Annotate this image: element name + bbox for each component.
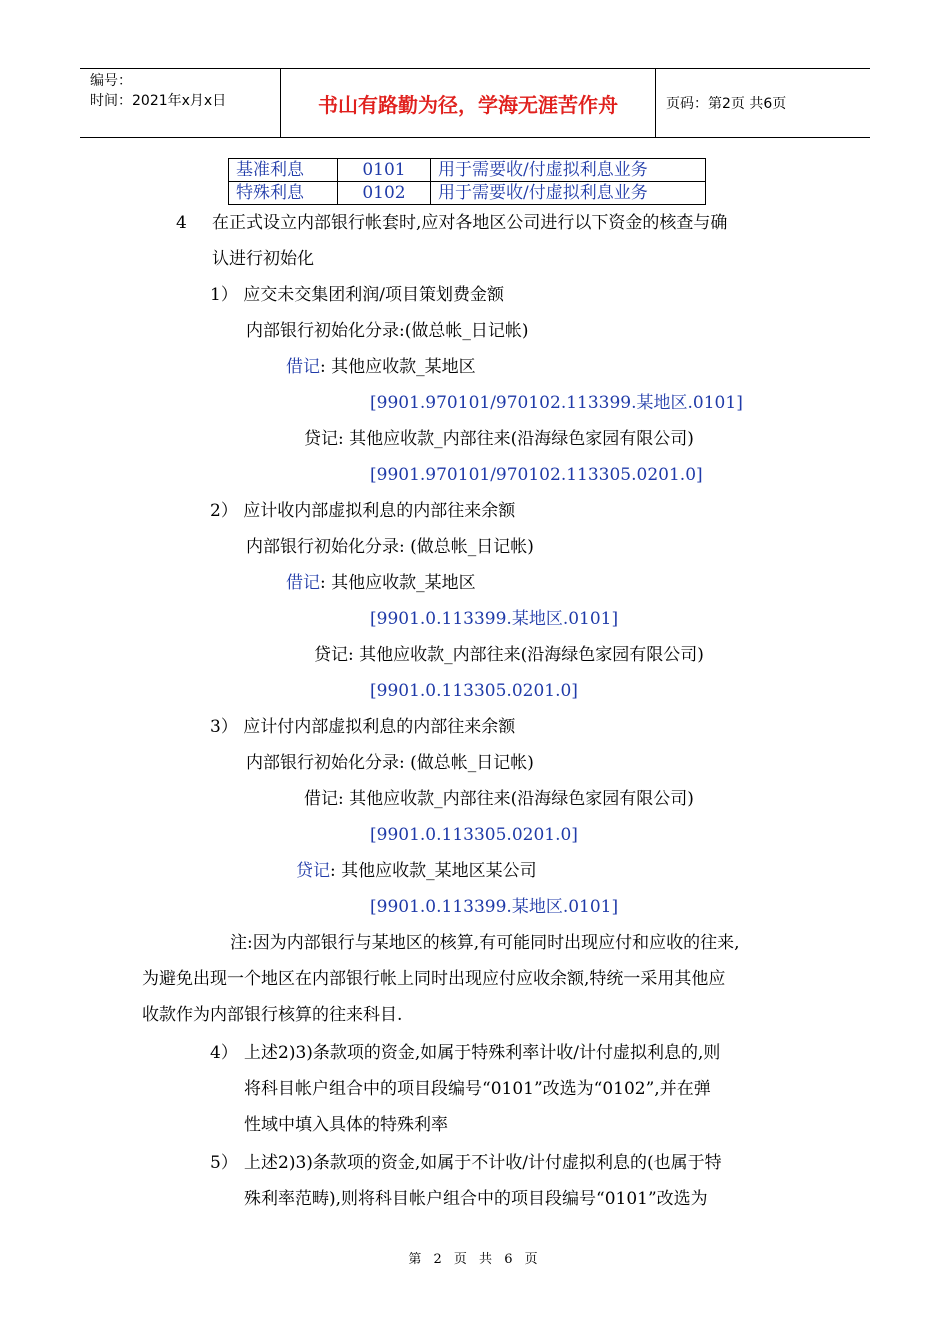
account-code: [9901.970101/970102.113305.0201.0] [370, 465, 703, 485]
debit-line [286, 355, 476, 379]
debit-line [286, 571, 476, 595]
credit-label: 贷记 [296, 861, 330, 881]
header-motto: 书山有路勤为径，学海无涯苦作舟 [318, 93, 618, 117]
document-date: 时间：2021年x月x日 [90, 93, 227, 109]
item-number: 4 [176, 213, 187, 233]
header-meta [90, 71, 226, 111]
paragraph-line: 殊利率范畴),则将科目帐户组合中的项目段编号“0101”改选为 [244, 1189, 708, 1209]
credit-line: 贷记: 其他应收款_内部往来(沿海绿色家园有限公司) [314, 645, 704, 665]
interest-code-table [228, 158, 706, 205]
account-code: [9901.970101/970102.113399.某地区.0101] [370, 393, 743, 413]
entry-heading: 内部银行初始化分录: (做总帐_日记帐) [246, 537, 534, 557]
debit-label: 借记 [286, 573, 320, 593]
page-header [80, 68, 870, 138]
paragraph-line: 认进行初始化 [212, 249, 314, 269]
header-divider [280, 69, 281, 137]
debit-account: : 其他应收款_某地区 [320, 357, 476, 377]
account-code: [9901.0.113399.某地区.0101] [370, 897, 619, 917]
table-row [229, 159, 706, 182]
entry-heading: 内部银行初始化分录:(做总帐_日记帐) [246, 321, 529, 341]
credit-line: 贷记: 其他应收款_内部往来(沿海绿色家园有限公司) [304, 429, 694, 449]
header-page-code: 页码：第2页 共6页 [666, 96, 787, 112]
paragraph-line: 性域中填入具体的特殊利率 [244, 1115, 448, 1135]
entry-heading: 内部银行初始化分录: (做总帐_日记帐) [246, 753, 534, 773]
debit-label: 借记 [286, 357, 320, 377]
account-code: [9901.0.113305.0201.0] [370, 825, 578, 845]
page-footer: 第 2 页 共 6 页 [408, 1252, 542, 1267]
paragraph-line: 在正式设立内部银行帐套时,应对各地区公司进行以下资金的核查与确 [212, 213, 728, 233]
credit-line [296, 859, 537, 883]
debit-line: 借记: 其他应收款_内部往来(沿海绿色家园有限公司) [304, 789, 694, 809]
note-line: 注:因为内部银行与某地区的核算,有可能同时出现应付和应收的往来, [230, 933, 740, 953]
paragraph-line: 上述2)3)条款项的资金,如属于特殊利率计收/计付虚拟利息的,则 [244, 1043, 721, 1063]
table-cell: 0101 [338, 159, 431, 182]
item-number: 4） [210, 1043, 238, 1063]
note-line: 为避免出现一个地区在内部银行帐上同时出现应付应收余额,特统一采用其他应 [142, 969, 726, 989]
paragraph-line: 上述2)3)条款项的资金,如属于不计收/计付虚拟利息的(也属于特 [244, 1153, 722, 1173]
document-number: 编号： [90, 73, 132, 89]
note-line: 收款作为内部银行核算的往来科目. [142, 1005, 403, 1025]
paragraph-line: 将科目帐户组合中的项目段编号“0101”改选为“0102”,并在弹 [244, 1079, 711, 1099]
account-code: [9901.0.113399.某地区.0101] [370, 609, 619, 629]
subsection-title: 1） 应交未交集团利润/项目策划费金额 [210, 285, 504, 305]
table-cell: 基准利息 [229, 159, 338, 182]
table-cell: 0102 [338, 182, 431, 205]
item-number: 5） [210, 1153, 238, 1173]
credit-account: : 其他应收款_某地区某公司 [330, 861, 537, 881]
header-divider [655, 69, 656, 137]
account-code: [9901.0.113305.0201.0] [370, 681, 578, 701]
table-cell: 用于需要收/付虚拟利息业务 [431, 159, 706, 182]
subsection-title: 2） 应计收内部虚拟利息的内部往来余额 [210, 501, 516, 521]
debit-account: : 其他应收款_某地区 [320, 573, 476, 593]
table-cell: 特殊利息 [229, 182, 338, 205]
table-row [229, 182, 706, 205]
subsection-title: 3） 应计付内部虚拟利息的内部往来余额 [210, 717, 516, 737]
table-cell: 用于需要收/付虚拟利息业务 [431, 182, 706, 205]
